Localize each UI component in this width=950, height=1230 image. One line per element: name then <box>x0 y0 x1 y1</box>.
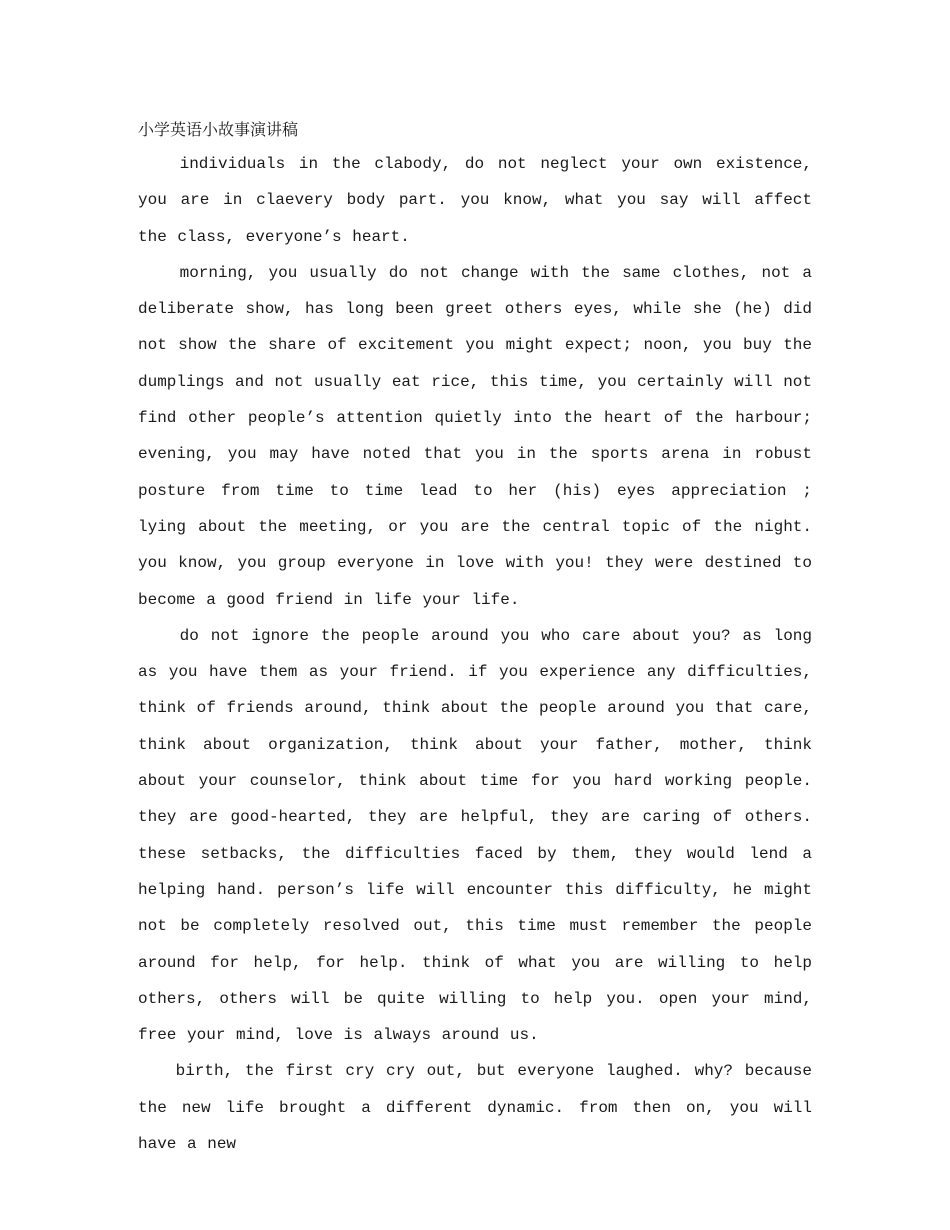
paragraph-3: do not ignore the people around you who care about you? as long as you have them as your friend. if you experience any difficulties, think of friends around, think about the people around you that care, think about organization, think about your father, mother, think about your counselor, think about time for you hard working people. they are good-hearted, they are helpful, they are caring of others. these setbacks, the difficulties faced by them, they would lend a helping hand. person’s life will encounter this difficulty, he might not be completely resolved out, this time must remember the people around for help, for help. think of what you are willing to help others, others will be quite willing to help you. open your mind, free your mind, love is always around us. <box>138 626 812 1045</box>
paragraph-2: morning, you usually do not change with the same clothes, not a deliberate show, has long been greet others eyes, while she (he) did not show the share of excitement you might expect; noon, you buy the dumplings and not usually eat rice, this time, you certainly will not find other people’s attention quietly into the heart of the harbour; evening, you may have noted that you in the sports arena in robust posture from time to time lead to her (his) eyes appreciation ; lying about the meeting, or you are the central topic of the night. you know, you group everyone in love with you! they were destined to become a good friend in life your life. <box>138 263 812 609</box>
paragraph-1: individuals in the clabody, do not neglect your own existence, you are in claevery body part. you know, what you say will affect the class, everyone’s heart. <box>138 155 812 246</box>
document-body <box>138 116 812 1162</box>
document-title: 小学英语小故事演讲稿 <box>138 120 299 139</box>
paragraph-4: birth, the first cry cry out, but everyone laughed. why? because the new life brought a different dynamic. from then on, you will have a new <box>138 1062 812 1154</box>
